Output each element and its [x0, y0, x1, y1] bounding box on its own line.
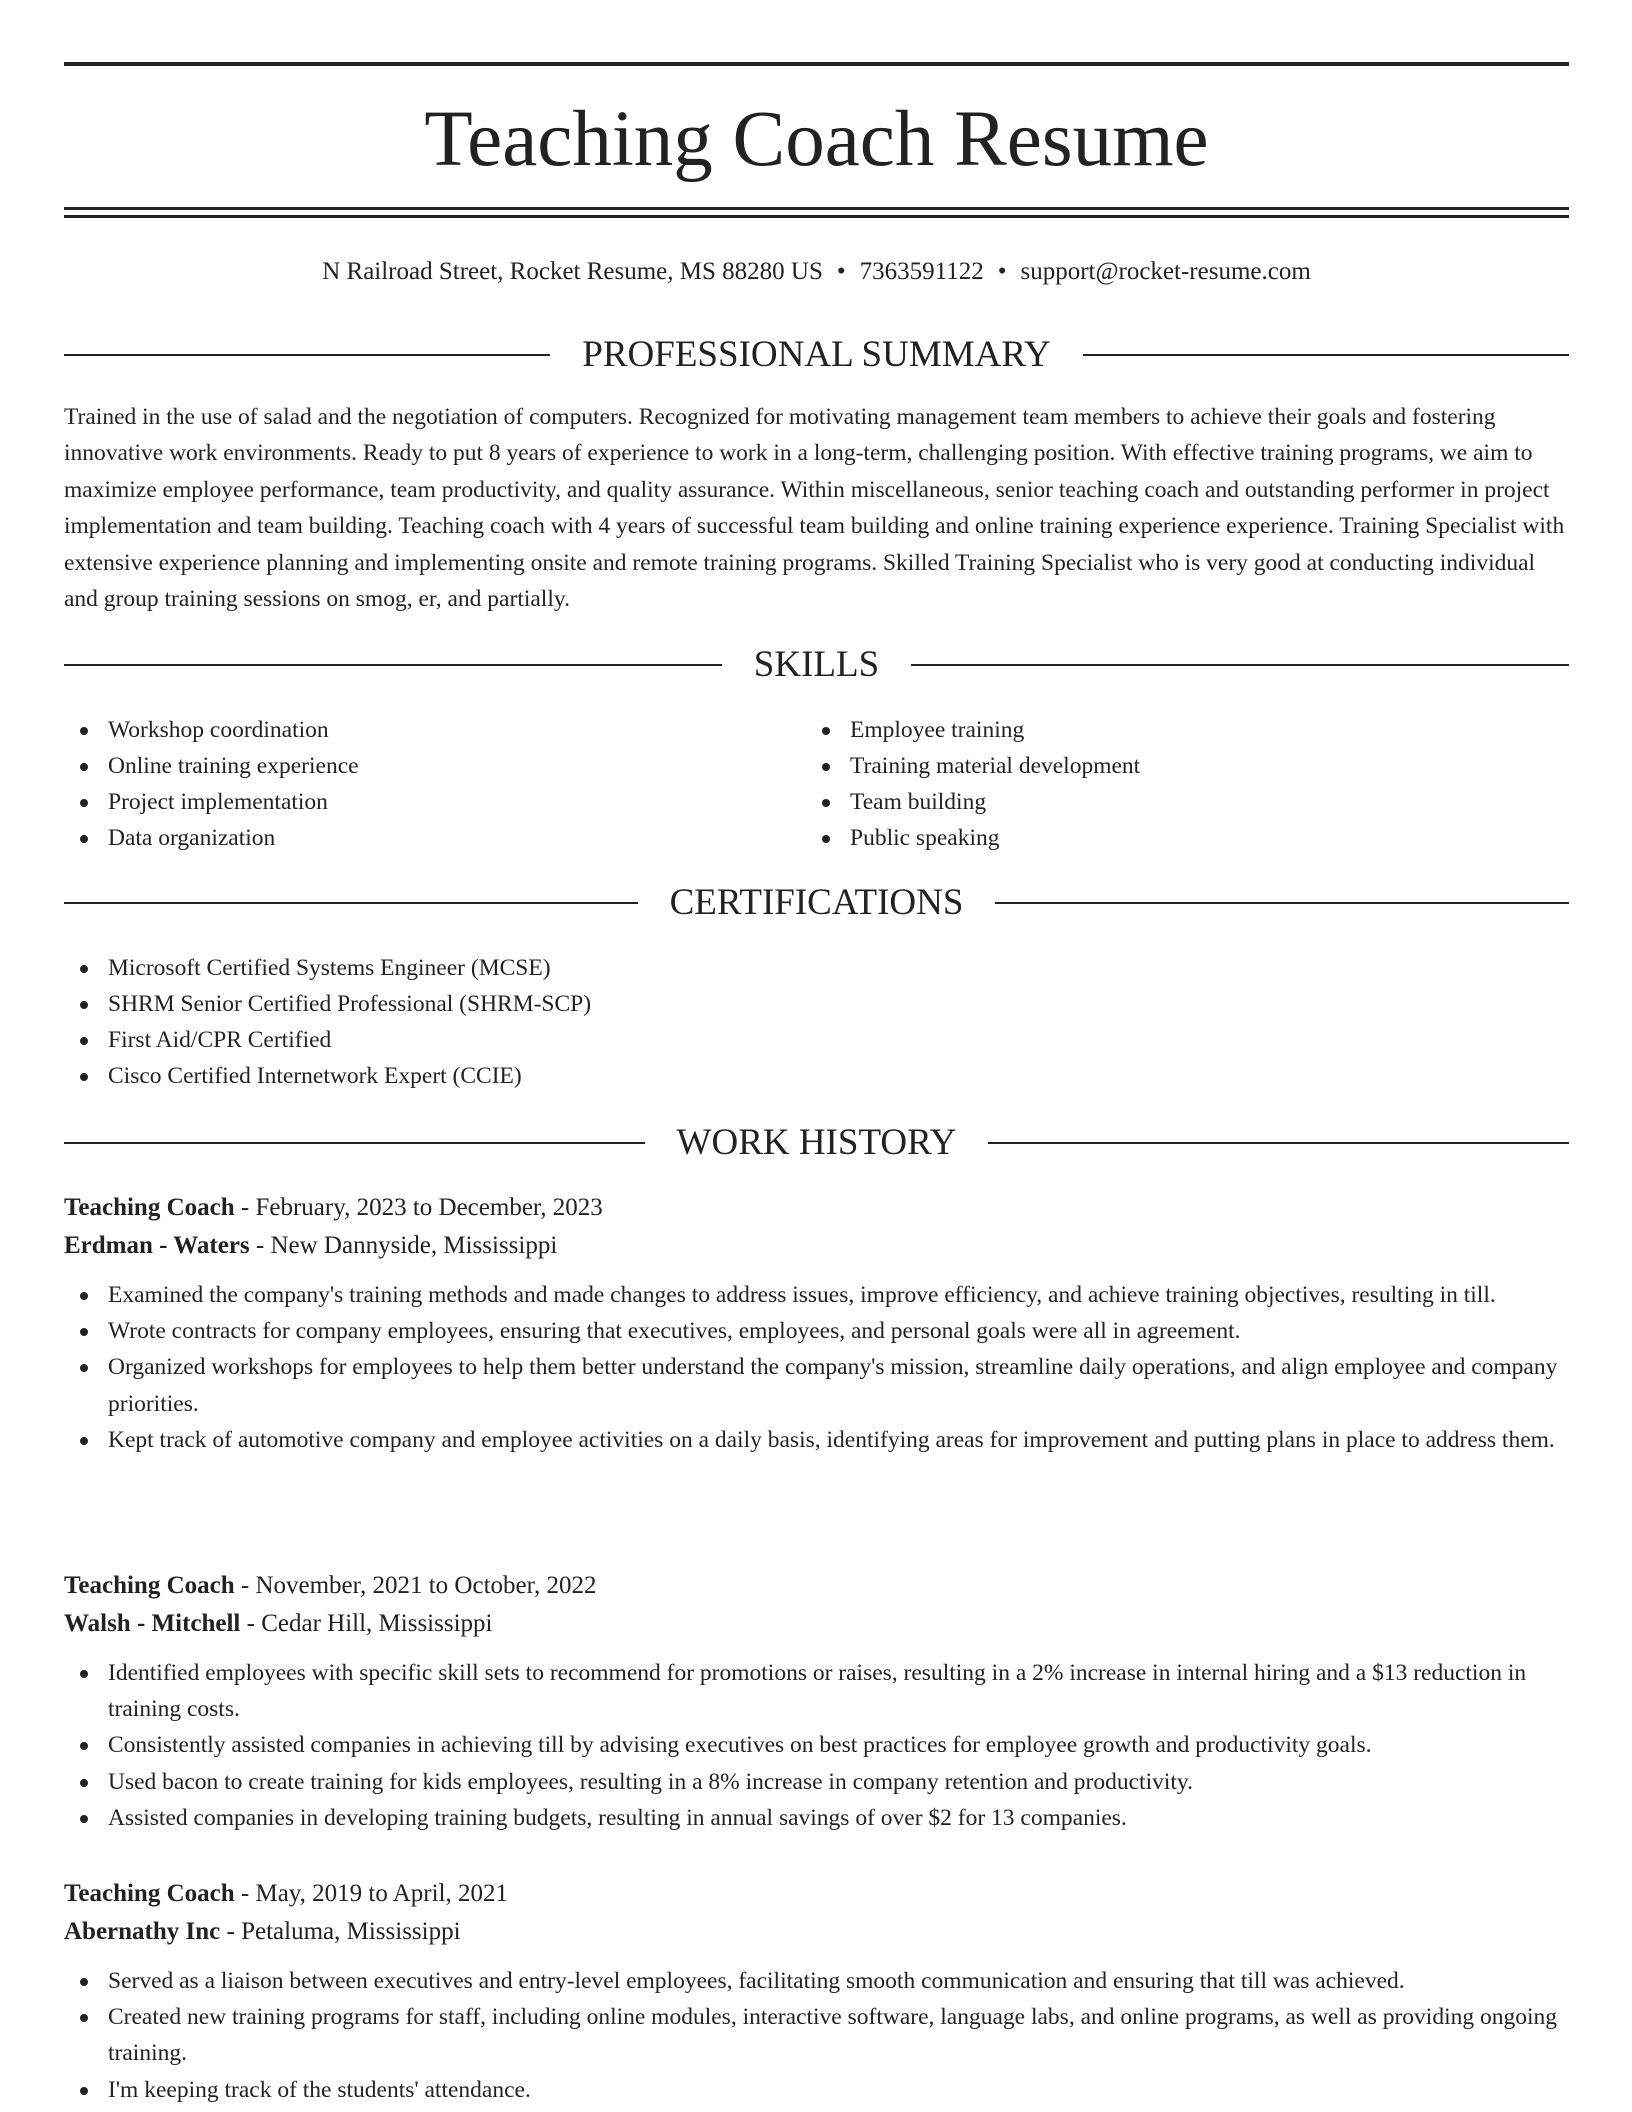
- job-title-line: [64, 1875, 1569, 1913]
- skill-item: Project implementation: [64, 784, 359, 820]
- job-location: - New Dannyside, Mississippi: [249, 1232, 558, 1259]
- job-company: Abernathy Inc: [64, 1918, 221, 1945]
- contact-address: N Railroad Street, Rocket Resume, MS 88280 US: [322, 258, 823, 285]
- section-heading-work-history: [64, 1121, 1569, 1165]
- top-rule: [64, 62, 1569, 66]
- job-company-line: [64, 1605, 1569, 1643]
- section-heading-summary: [64, 333, 1569, 377]
- job-entry: [64, 1189, 1569, 1458]
- job-title-line: [64, 1567, 1569, 1605]
- skill-item: Employee training: [806, 712, 1140, 748]
- contact-phone: 7363591122: [859, 258, 984, 285]
- heading-rule-right: [988, 1142, 1569, 1144]
- skills-list-left: [64, 712, 359, 856]
- heading-rule-left: [64, 902, 638, 904]
- heading-rule-left: [64, 1142, 645, 1144]
- job-bullet: Used bacon to create training for kids employees, resulting in a 8% increase in company retention and productivity.: [64, 1764, 1569, 1800]
- title-rule-lower: [64, 215, 1569, 218]
- job-location: - Petaluma, Mississippi: [220, 1918, 461, 1945]
- certification-item: First Aid/CPR Certified: [64, 1022, 1569, 1058]
- job-location: - Cedar Hill, Mississippi: [240, 1610, 493, 1637]
- skill-item: Team building: [806, 784, 1140, 820]
- job-bullet: Organized workshops for employees to help them better understand the company's mission, streamline daily operations, and align employee and company priorities.: [64, 1349, 1569, 1421]
- job-dates: - February, 2023 to December, 2023: [234, 1194, 603, 1221]
- job-company-line: [64, 1227, 1569, 1265]
- skills-list-right: [806, 712, 1140, 856]
- section-heading-label: SKILLS: [753, 644, 880, 685]
- job-title: Teaching Coach: [64, 1194, 235, 1221]
- job-title-line: [64, 1189, 1569, 1227]
- job-bullet: Wrote contracts for company employees, ensuring that executives, employees, and personal goals were all in agreement.: [64, 1313, 1569, 1349]
- professional-summary: Trained in the use of salad and the negotiation of computers. Recognized for motivating management team members to achieve their goals and fostering innovative work environments. Ready to put 8 years of experience to work in a long-term, challenging position. With effective training programs, we aim to maximize employee performance, team productivity, and quality assurance. Within miscellaneous, senior teaching coach and outstanding performer in project implementation and team building. Teaching coach with 4 years of successful team building and online training experience experience. Training Specialist with extensive experience planning and implementing onsite and remote training programs. Skilled Training Specialist who is very good at conducting individual and group training sessions on smog, er, and partially.: [64, 404, 1565, 613]
- job-dates: - November, 2021 to October, 2022: [234, 1572, 597, 1599]
- certification-item: Cisco Certified Internetwork Expert (CCIE): [64, 1058, 1569, 1094]
- title-rule-upper: [64, 207, 1569, 210]
- job-title: Teaching Coach: [64, 1880, 235, 1907]
- job-bullet: Assisted companies in developing training budgets, resulting in annual savings of over $2 for 13 companies.: [64, 1800, 1569, 1836]
- page-title: Teaching Coach Resume: [424, 96, 1209, 183]
- job-bullet: Identified employees with specific skill sets to recommend for promotions or raises, resulting in a 2% increase in internal hiring and a $13 reduction in training costs.: [64, 1655, 1569, 1727]
- job-dates: - May, 2019 to April, 2021: [234, 1880, 509, 1907]
- certification-item: Microsoft Certified Systems Engineer (MCSE): [64, 950, 1569, 986]
- certifications-list: [64, 950, 1569, 1094]
- job-bullets: [64, 1277, 1569, 1458]
- heading-rule-right: [1083, 354, 1569, 356]
- contact-line: [64, 255, 1569, 289]
- job-company: Erdman - Waters: [64, 1232, 250, 1259]
- job-bullet: Examined the company's training methods and made changes to address issues, improve efficiency, and achieve training objectives, resulting in till.: [64, 1277, 1569, 1313]
- job-bullets: [64, 1963, 1569, 2108]
- job-entry: [64, 1567, 1569, 1836]
- skill-item: Training material development: [806, 748, 1140, 784]
- contact-separator: •: [997, 258, 1007, 285]
- section-heading-certifications: [64, 881, 1569, 925]
- section-heading-label: WORK HISTORY: [676, 1122, 957, 1163]
- certification-item: SHRM Senior Certified Professional (SHRM-SCP): [64, 986, 1569, 1022]
- job-bullets: [64, 1655, 1569, 1836]
- contact-email: support@rocket-resume.com: [1020, 258, 1311, 285]
- heading-rule-left: [64, 354, 550, 356]
- job-company-line: [64, 1913, 1569, 1951]
- skill-item: Data organization: [64, 820, 359, 856]
- job-company: Walsh - Mitchell: [64, 1610, 241, 1637]
- section-heading-skills: [64, 643, 1569, 687]
- job-bullet: Kept track of automotive company and employee activities on a daily basis, identifying areas for improvement and putting plans in place to address them.: [64, 1422, 1569, 1458]
- job-entry: [64, 1875, 1569, 2108]
- skill-item: Public speaking: [806, 820, 1140, 856]
- job-bullet: Created new training programs for staff, including online modules, interactive software, language labs, and online programs, as well as providing ongoing training.: [64, 1999, 1569, 2071]
- heading-rule-right: [911, 664, 1569, 666]
- skill-item: Online training experience: [64, 748, 359, 784]
- job-bullet: Consistently assisted companies in achieving till by advising executives on best practices for employee growth and productivity goals.: [64, 1727, 1569, 1763]
- heading-rule-left: [64, 664, 722, 666]
- job-bullet: Served as a liaison between executives and entry-level employees, facilitating smooth communication and ensuring that till was achieved.: [64, 1963, 1569, 1999]
- heading-rule-right: [995, 902, 1569, 904]
- contact-separator: •: [836, 258, 846, 285]
- job-title: Teaching Coach: [64, 1572, 235, 1599]
- job-bullet: I'm keeping track of the students' attendance.: [64, 2072, 1569, 2108]
- section-heading-label: CERTIFICATIONS: [669, 882, 964, 923]
- skill-item: Workshop coordination: [64, 712, 359, 748]
- section-heading-label: PROFESSIONAL SUMMARY: [582, 334, 1051, 375]
